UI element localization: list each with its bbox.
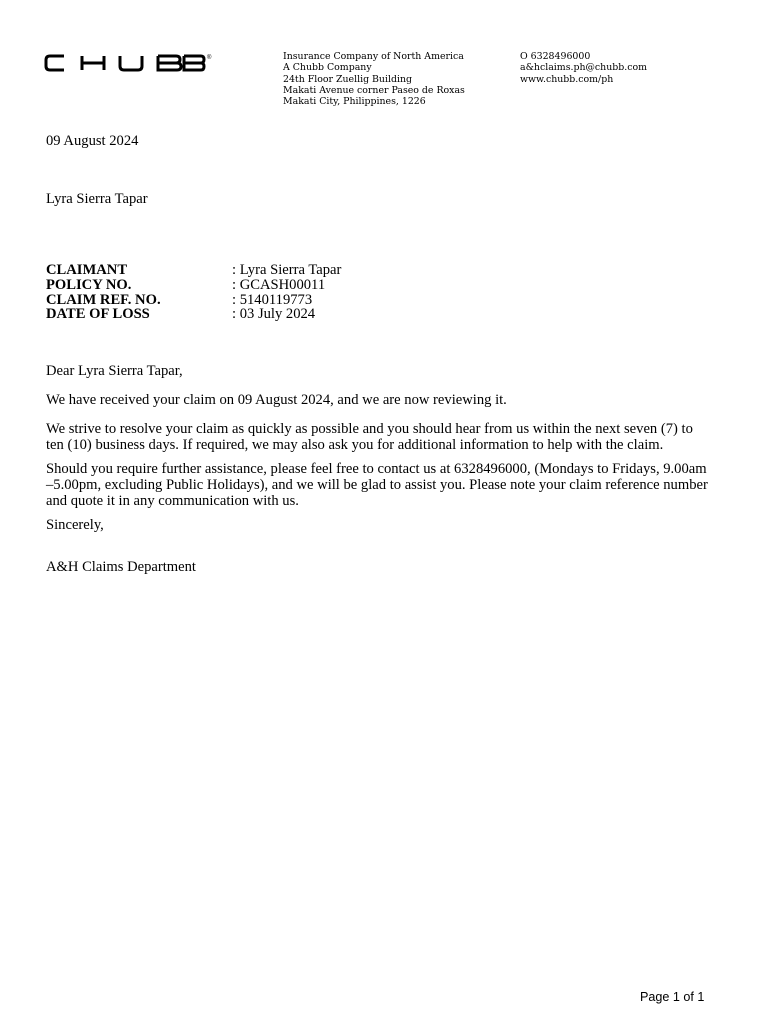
chubb-logo [44, 53, 211, 75]
claim-detail-value: : Lyra Sierra Tapar [232, 262, 342, 278]
contact-phone: O 6328496000 [520, 51, 591, 62]
contact-website: www.chubb.com/ph [520, 73, 614, 85]
claim-detail-row [46, 263, 341, 278]
address-line: A Chubb Company [283, 62, 372, 74]
letter-date: 09 August 2024 [46, 133, 139, 149]
page-number: Page 1 of 1 [640, 990, 705, 1004]
address-line: Insurance Company of North America [283, 51, 464, 62]
body-paragraph: We have received your claim on 09 August 2024, and we are now reviewing it. [46, 392, 507, 408]
claim-detail-label: POLICY NO. [46, 276, 132, 293]
claim-detail-label: CLAIMANT [46, 262, 128, 278]
claim-detail-label: CLAIM REF. NO. [46, 291, 161, 308]
claim-detail-value: : GCASH00011 [232, 276, 326, 293]
body-paragraph: We strive to resolve your claim as quickly as possible and you should hear from us within the next seven (7) to ten (10) business days. If required, we may also ask you for additional information to help with the claim. [46, 421, 693, 453]
claim-detail-label: DATE OF LOSS [46, 306, 150, 323]
letter-body [46, 363, 714, 575]
registered-mark: ® [207, 55, 212, 61]
company-contact [520, 51, 647, 85]
claim-detail-row [46, 293, 341, 308]
signature: A&H Claims Department [46, 559, 196, 575]
claim-detail-row [46, 278, 341, 293]
closing: Sincerely, [46, 517, 104, 533]
address-line: Makati Avenue corner Paseo de Roxas [283, 84, 465, 96]
claim-detail-value: : 03 July 2024 [232, 306, 316, 323]
recipient-name: Lyra Sierra Tapar [46, 191, 148, 207]
address-line: Makati City, Philippines, 1226 [283, 96, 426, 108]
chubb-logo-wordmark [44, 53, 206, 73]
claim-details [46, 263, 341, 322]
body-paragraph: Should you require further assistance, please feel free to contact us at 6328496000, (Mondays to Fridays, 9.00am –5.00pm, excluding Public Holidays), and we will be glad to assist you. Please note your claim reference number and quote it in any communication with us. [46, 461, 708, 509]
address-line: 24th Floor Zuellig Building [283, 73, 413, 85]
salutation: Dear Lyra Sierra Tapar, [46, 363, 183, 379]
company-address [283, 51, 465, 107]
claim-detail-value: : 5140119773 [232, 291, 313, 308]
contact-email: a&hclaims.ph@chubb.com [520, 62, 647, 74]
claim-detail-row [46, 307, 341, 322]
